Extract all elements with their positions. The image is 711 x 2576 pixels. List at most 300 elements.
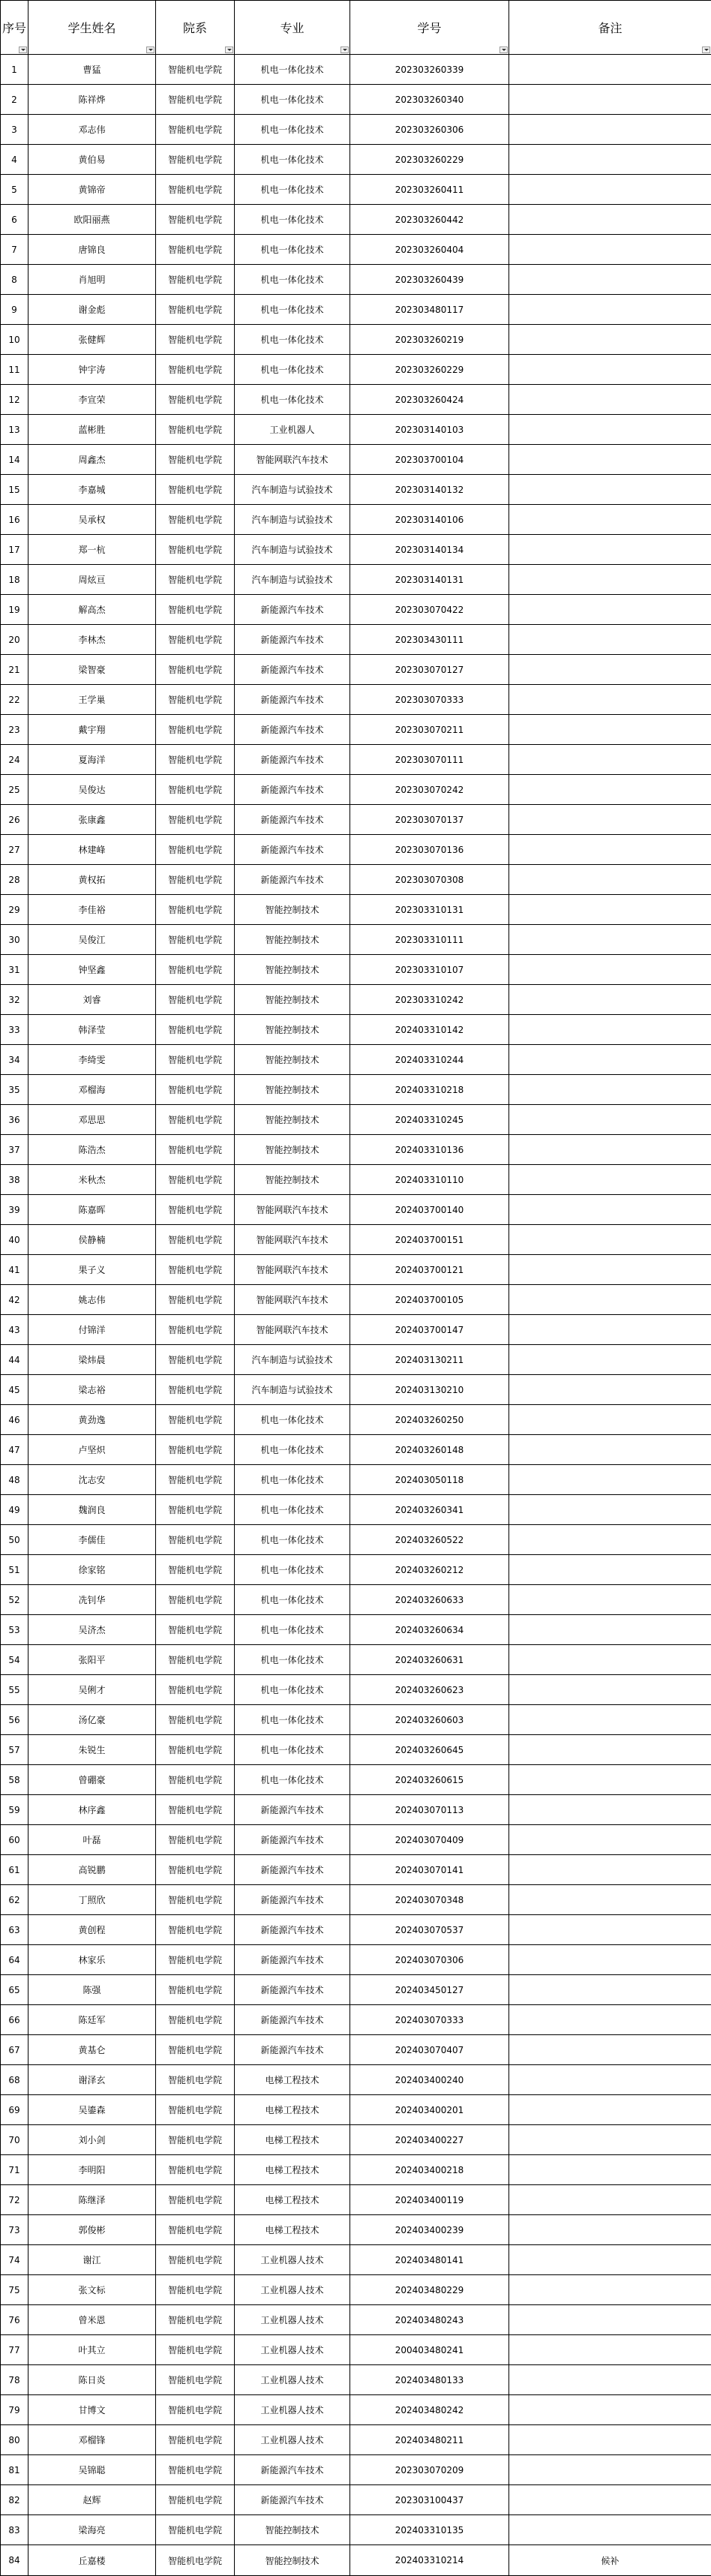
cell-index[interactable]: 46 [1, 1405, 28, 1435]
cell-index[interactable]: 14 [1, 445, 28, 475]
cell-major[interactable]: 电梯工程技术 [235, 2185, 350, 2215]
cell-student-name[interactable]: 林家乐 [28, 1945, 156, 1975]
cell-index[interactable]: 71 [1, 2155, 28, 2185]
cell-major[interactable]: 机电一体化技术 [235, 1765, 350, 1795]
cell-student-name[interactable]: 赵辉 [28, 2485, 156, 2515]
cell-department[interactable]: 智能机电学院 [156, 2215, 235, 2245]
cell-student-name[interactable]: 梁炜晨 [28, 1345, 156, 1375]
cell-index[interactable]: 73 [1, 2215, 28, 2245]
cell-student-name[interactable]: 吴俊江 [28, 925, 156, 955]
cell-index[interactable]: 70 [1, 2125, 28, 2155]
cell-remarks[interactable] [509, 1735, 711, 1765]
cell-student-name[interactable]: 陈浩杰 [28, 1135, 156, 1165]
cell-student-id[interactable]: 202403260645 [350, 1735, 509, 1765]
cell-student-id[interactable]: 202303100437 [350, 2485, 509, 2515]
cell-remarks[interactable] [509, 2305, 711, 2335]
cell-student-name[interactable]: 汤亿豪 [28, 1705, 156, 1735]
cell-index[interactable]: 59 [1, 1795, 28, 1825]
cell-major[interactable]: 新能源汽车技术 [235, 805, 350, 835]
cell-remarks[interactable] [509, 415, 711, 445]
cell-major[interactable]: 工业机器人 [235, 415, 350, 445]
cell-remarks[interactable] [509, 835, 711, 865]
cell-department[interactable]: 智能机电学院 [156, 1255, 235, 1285]
cell-department[interactable]: 智能机电学院 [156, 145, 235, 175]
cell-department[interactable]: 智能机电学院 [156, 1165, 235, 1195]
cell-remarks[interactable] [509, 2095, 711, 2125]
cell-remarks[interactable] [509, 2275, 711, 2305]
cell-student-name[interactable]: 郭俊彬 [28, 2215, 156, 2245]
cell-remarks[interactable] [509, 2035, 711, 2065]
cell-major[interactable]: 工业机器人技术 [235, 2335, 350, 2365]
cell-index[interactable]: 11 [1, 355, 28, 385]
cell-major[interactable]: 新能源汽车技术 [235, 2455, 350, 2485]
cell-index[interactable]: 25 [1, 775, 28, 805]
cell-student-id[interactable]: 202403480242 [350, 2395, 509, 2425]
cell-major[interactable]: 新能源汽车技术 [235, 1975, 350, 2005]
cell-remarks[interactable] [509, 1285, 711, 1315]
cell-major[interactable]: 汽车制造与试验技术 [235, 505, 350, 535]
cell-student-id[interactable]: 202403480229 [350, 2275, 509, 2305]
cell-department[interactable]: 智能机电学院 [156, 1465, 235, 1495]
cell-remarks[interactable] [509, 1345, 711, 1375]
cell-student-id[interactable]: 202303310242 [350, 985, 509, 1015]
cell-major[interactable]: 电梯工程技术 [235, 2125, 350, 2155]
cell-remarks[interactable] [509, 1855, 711, 1885]
cell-index[interactable]: 77 [1, 2335, 28, 2365]
cell-student-name[interactable]: 朱锐生 [28, 1735, 156, 1765]
cell-remarks[interactable] [509, 2515, 711, 2545]
cell-department[interactable]: 智能机电学院 [156, 1525, 235, 1555]
cell-student-name[interactable]: 姚志伟 [28, 1285, 156, 1315]
cell-student-name[interactable]: 肖旭明 [28, 265, 156, 295]
cell-student-id[interactable]: 202303260442 [350, 205, 509, 235]
cell-student-name[interactable]: 张康鑫 [28, 805, 156, 835]
cell-major[interactable]: 智能网联汽车技术 [235, 1285, 350, 1315]
cell-index[interactable]: 39 [1, 1195, 28, 1225]
cell-index[interactable]: 65 [1, 1975, 28, 2005]
cell-student-id[interactable]: 202303260424 [350, 385, 509, 415]
cell-student-name[interactable]: 钟坚鑫 [28, 955, 156, 985]
cell-major[interactable]: 智能网联汽车技术 [235, 1255, 350, 1285]
cell-major[interactable]: 汽车制造与试验技术 [235, 1345, 350, 1375]
cell-major[interactable]: 智能控制技术 [235, 2545, 350, 2576]
cell-student-name[interactable]: 李林杰 [28, 625, 156, 655]
cell-major[interactable]: 机电一体化技术 [235, 1585, 350, 1615]
cell-student-name[interactable]: 邓榴海 [28, 1075, 156, 1105]
cell-student-name[interactable]: 吴锦聪 [28, 2455, 156, 2485]
cell-index[interactable]: 10 [1, 325, 28, 355]
cell-department[interactable]: 智能机电学院 [156, 1795, 235, 1825]
cell-remarks[interactable] [509, 535, 711, 565]
cell-student-id[interactable]: 202403260250 [350, 1405, 509, 1435]
cell-index[interactable]: 22 [1, 685, 28, 715]
cell-remarks[interactable] [509, 475, 711, 505]
cell-department[interactable]: 智能机电学院 [156, 445, 235, 475]
cell-remarks[interactable] [509, 2125, 711, 2155]
cell-department[interactable]: 智能机电学院 [156, 1765, 235, 1795]
cell-major[interactable]: 智能控制技术 [235, 1015, 350, 1045]
cell-student-id[interactable]: 202403260341 [350, 1495, 509, 1525]
cell-student-id[interactable]: 202303070136 [350, 835, 509, 865]
cell-major[interactable]: 机电一体化技术 [235, 55, 350, 85]
cell-student-id[interactable]: 202403260631 [350, 1645, 509, 1675]
cell-index[interactable]: 72 [1, 2185, 28, 2215]
cell-remarks[interactable] [509, 1465, 711, 1495]
cell-department[interactable]: 智能机电学院 [156, 2275, 235, 2305]
cell-index[interactable]: 18 [1, 565, 28, 595]
cell-department[interactable]: 智能机电学院 [156, 2395, 235, 2425]
cell-index[interactable]: 29 [1, 895, 28, 925]
cell-student-id[interactable]: 202303140132 [350, 475, 509, 505]
cell-student-id[interactable]: 202403700140 [350, 1195, 509, 1225]
cell-major[interactable]: 机电一体化技术 [235, 1735, 350, 1765]
cell-student-id[interactable]: 202303070209 [350, 2455, 509, 2485]
cell-major[interactable]: 机电一体化技术 [235, 1495, 350, 1525]
column-header-student-name[interactable] [28, 1, 156, 55]
cell-index[interactable]: 57 [1, 1735, 28, 1765]
cell-index[interactable]: 67 [1, 2035, 28, 2065]
filter-dropdown-icon[interactable] [500, 47, 508, 53]
cell-index[interactable]: 43 [1, 1315, 28, 1345]
cell-major[interactable]: 工业机器人技术 [235, 2425, 350, 2455]
cell-index[interactable]: 20 [1, 625, 28, 655]
cell-department[interactable]: 智能机电学院 [156, 1135, 235, 1165]
cell-remarks[interactable] [509, 985, 711, 1015]
cell-student-id[interactable]: 202403130211 [350, 1345, 509, 1375]
cell-department[interactable]: 智能机电学院 [156, 1375, 235, 1405]
cell-remarks[interactable] [509, 205, 711, 235]
cell-student-name[interactable]: 吴承权 [28, 505, 156, 535]
cell-student-name[interactable]: 冼钊华 [28, 1585, 156, 1615]
cell-major[interactable]: 智能网联汽车技术 [235, 1225, 350, 1255]
cell-index[interactable]: 42 [1, 1285, 28, 1315]
cell-major[interactable]: 机电一体化技术 [235, 265, 350, 295]
cell-major[interactable]: 智能控制技术 [235, 955, 350, 985]
cell-remarks[interactable] [509, 2005, 711, 2035]
cell-student-name[interactable]: 韩泽莹 [28, 1015, 156, 1045]
cell-student-id[interactable]: 202403400218 [350, 2155, 509, 2185]
cell-student-id[interactable]: 202403310135 [350, 2515, 509, 2545]
cell-major[interactable]: 智能控制技术 [235, 1075, 350, 1105]
cell-major[interactable]: 新能源汽车技术 [235, 2485, 350, 2515]
cell-remarks[interactable] [509, 1975, 711, 2005]
cell-department[interactable]: 智能机电学院 [156, 1705, 235, 1735]
cell-department[interactable]: 智能机电学院 [156, 2335, 235, 2365]
cell-student-id[interactable]: 202403400240 [350, 2065, 509, 2095]
cell-department[interactable]: 智能机电学院 [156, 235, 235, 265]
cell-student-id[interactable]: 202303260306 [350, 115, 509, 145]
cell-student-name[interactable]: 谢泽玄 [28, 2065, 156, 2095]
cell-department[interactable]: 智能机电学院 [156, 1645, 235, 1675]
cell-student-id[interactable]: 202303070127 [350, 655, 509, 685]
cell-remarks[interactable] [509, 1135, 711, 1165]
cell-index[interactable]: 12 [1, 385, 28, 415]
cell-student-id[interactable]: 202403400239 [350, 2215, 509, 2245]
cell-department[interactable]: 智能机电学院 [156, 355, 235, 385]
cell-remarks[interactable] [509, 715, 711, 745]
cell-student-id[interactable]: 202303140134 [350, 535, 509, 565]
cell-major[interactable]: 工业机器人技术 [235, 2275, 350, 2305]
cell-index[interactable]: 40 [1, 1225, 28, 1255]
cell-remarks[interactable] [509, 2455, 711, 2485]
cell-student-name[interactable]: 戴宇翔 [28, 715, 156, 745]
cell-major[interactable]: 机电一体化技术 [235, 85, 350, 115]
cell-student-id[interactable]: 202403310214 [350, 2545, 509, 2576]
cell-index[interactable]: 66 [1, 2005, 28, 2035]
cell-index[interactable]: 76 [1, 2305, 28, 2335]
cell-student-name[interactable]: 丁照欣 [28, 1885, 156, 1915]
cell-department[interactable]: 智能机电学院 [156, 625, 235, 655]
cell-student-name[interactable]: 曾硼豪 [28, 1765, 156, 1795]
cell-index[interactable]: 45 [1, 1375, 28, 1405]
cell-student-id[interactable]: 202303260219 [350, 325, 509, 355]
cell-remarks[interactable] [509, 1225, 711, 1255]
cell-remarks[interactable] [509, 2365, 711, 2395]
cell-index[interactable]: 1 [1, 55, 28, 85]
cell-student-name[interactable]: 徐家铭 [28, 1555, 156, 1585]
cell-department[interactable]: 智能机电学院 [156, 1945, 235, 1975]
cell-student-id[interactable]: 202303070308 [350, 865, 509, 895]
cell-index[interactable]: 31 [1, 955, 28, 985]
cell-index[interactable]: 50 [1, 1525, 28, 1555]
cell-remarks[interactable] [509, 145, 711, 175]
cell-student-name[interactable]: 陈强 [28, 1975, 156, 2005]
cell-remarks[interactable] [509, 1495, 711, 1525]
cell-student-id[interactable]: 202303260229 [350, 145, 509, 175]
cell-student-name[interactable]: 张文标 [28, 2275, 156, 2305]
cell-index[interactable]: 78 [1, 2365, 28, 2395]
cell-major[interactable]: 汽车制造与试验技术 [235, 565, 350, 595]
cell-remarks[interactable] [509, 115, 711, 145]
cell-index[interactable]: 24 [1, 745, 28, 775]
cell-major[interactable]: 机电一体化技术 [235, 1465, 350, 1495]
cell-remarks[interactable] [509, 85, 711, 115]
cell-major[interactable]: 新能源汽车技术 [235, 595, 350, 625]
cell-student-id[interactable]: 202303700104 [350, 445, 509, 475]
cell-student-id[interactable]: 202403310136 [350, 1135, 509, 1165]
cell-student-id[interactable]: 202303260339 [350, 55, 509, 85]
cell-student-name[interactable]: 黄伯易 [28, 145, 156, 175]
cell-remarks[interactable] [509, 1945, 711, 1975]
cell-department[interactable]: 智能机电学院 [156, 955, 235, 985]
cell-student-id[interactable]: 202303310107 [350, 955, 509, 985]
cell-department[interactable]: 智能机电学院 [156, 1615, 235, 1645]
cell-student-name[interactable]: 邓榴锋 [28, 2425, 156, 2455]
cell-student-name[interactable]: 吴鎏森 [28, 2095, 156, 2125]
cell-student-id[interactable]: 202403400119 [350, 2185, 509, 2215]
cell-index[interactable]: 56 [1, 1705, 28, 1735]
cell-major[interactable]: 机电一体化技术 [235, 295, 350, 325]
cell-index[interactable]: 63 [1, 1915, 28, 1945]
cell-index[interactable]: 61 [1, 1855, 28, 1885]
cell-student-name[interactable]: 邓思思 [28, 1105, 156, 1135]
column-header-department[interactable] [156, 1, 235, 55]
cell-student-name[interactable]: 卢坚炽 [28, 1435, 156, 1465]
cell-student-name[interactable]: 丘嘉楼 [28, 2545, 156, 2576]
cell-department[interactable]: 智能机电学院 [156, 2455, 235, 2485]
cell-student-id[interactable]: 202403260633 [350, 1585, 509, 1615]
cell-student-id[interactable]: 202403130210 [350, 1375, 509, 1405]
cell-index[interactable]: 58 [1, 1765, 28, 1795]
cell-department[interactable]: 智能机电学院 [156, 2485, 235, 2515]
cell-department[interactable]: 智能机电学院 [156, 2095, 235, 2125]
cell-remarks[interactable] [509, 55, 711, 85]
cell-department[interactable]: 智能机电学院 [156, 1345, 235, 1375]
cell-remarks[interactable] [509, 265, 711, 295]
filter-dropdown-icon[interactable] [225, 47, 233, 53]
cell-department[interactable]: 智能机电学院 [156, 2185, 235, 2215]
cell-index[interactable]: 35 [1, 1075, 28, 1105]
cell-student-id[interactable]: 202303430111 [350, 625, 509, 655]
cell-student-id[interactable]: 200403480241 [350, 2335, 509, 2365]
cell-remarks[interactable] [509, 925, 711, 955]
cell-student-id[interactable]: 202403260623 [350, 1675, 509, 1705]
cell-department[interactable]: 智能机电学院 [156, 475, 235, 505]
cell-student-name[interactable]: 沈志安 [28, 1465, 156, 1495]
cell-student-id[interactable]: 202303070211 [350, 715, 509, 745]
cell-remarks[interactable] [509, 1255, 711, 1285]
cell-remarks[interactable] [509, 2395, 711, 2425]
cell-major[interactable]: 机电一体化技术 [235, 205, 350, 235]
cell-department[interactable]: 智能机电学院 [156, 2365, 235, 2395]
cell-remarks[interactable] [509, 175, 711, 205]
cell-remarks[interactable] [509, 2065, 711, 2095]
cell-remarks[interactable] [509, 865, 711, 895]
cell-index[interactable]: 83 [1, 2515, 28, 2545]
cell-student-id[interactable]: 202403260148 [350, 1435, 509, 1465]
cell-student-name[interactable]: 林序鑫 [28, 1795, 156, 1825]
cell-student-id[interactable]: 202403260634 [350, 1615, 509, 1645]
cell-department[interactable]: 智能机电学院 [156, 835, 235, 865]
cell-major[interactable]: 新能源汽车技术 [235, 1855, 350, 1885]
cell-student-name[interactable]: 李宣荣 [28, 385, 156, 415]
cell-major[interactable]: 智能控制技术 [235, 985, 350, 1015]
cell-index[interactable]: 7 [1, 235, 28, 265]
cell-department[interactable]: 智能机电学院 [156, 1315, 235, 1345]
cell-department[interactable]: 智能机电学院 [156, 985, 235, 1015]
cell-department[interactable]: 智能机电学院 [156, 2065, 235, 2095]
cell-department[interactable]: 智能机电学院 [156, 595, 235, 625]
cell-index[interactable]: 37 [1, 1135, 28, 1165]
cell-index[interactable]: 60 [1, 1825, 28, 1855]
cell-major[interactable]: 智能控制技术 [235, 1165, 350, 1195]
cell-index[interactable]: 13 [1, 415, 28, 445]
cell-department[interactable]: 智能机电学院 [156, 115, 235, 145]
cell-major[interactable]: 机电一体化技术 [235, 115, 350, 145]
cell-index[interactable]: 6 [1, 205, 28, 235]
cell-student-name[interactable]: 黄创程 [28, 1915, 156, 1945]
cell-index[interactable]: 21 [1, 655, 28, 685]
cell-department[interactable]: 智能机电学院 [156, 385, 235, 415]
cell-student-id[interactable]: 202403400227 [350, 2125, 509, 2155]
cell-remarks[interactable] [509, 1645, 711, 1675]
cell-remarks[interactable] [509, 805, 711, 835]
cell-department[interactable]: 智能机电学院 [156, 2425, 235, 2455]
cell-student-name[interactable]: 陈日炎 [28, 2365, 156, 2395]
column-header-remarks[interactable] [509, 1, 711, 55]
cell-remarks[interactable] [509, 1615, 711, 1645]
cell-student-id[interactable]: 202403310244 [350, 1045, 509, 1075]
cell-department[interactable]: 智能机电学院 [156, 2035, 235, 2065]
cell-index[interactable]: 19 [1, 595, 28, 625]
cell-student-name[interactable]: 李佳裕 [28, 895, 156, 925]
cell-remarks[interactable] [509, 1885, 711, 1915]
cell-major[interactable]: 新能源汽车技术 [235, 655, 350, 685]
cell-student-name[interactable]: 刘睿 [28, 985, 156, 1015]
cell-department[interactable]: 智能机电学院 [156, 2515, 235, 2545]
cell-student-id[interactable]: 202403700121 [350, 1255, 509, 1285]
cell-student-name[interactable]: 刘小剑 [28, 2125, 156, 2155]
cell-major[interactable]: 机电一体化技术 [235, 1555, 350, 1585]
cell-department[interactable]: 智能机电学院 [156, 1285, 235, 1315]
cell-student-id[interactable]: 202303140103 [350, 415, 509, 445]
cell-major[interactable]: 机电一体化技术 [235, 1705, 350, 1735]
cell-major[interactable]: 新能源汽车技术 [235, 1825, 350, 1855]
cell-index[interactable]: 82 [1, 2485, 28, 2515]
cell-major[interactable]: 机电一体化技术 [235, 385, 350, 415]
cell-department[interactable]: 智能机电学院 [156, 1855, 235, 1885]
cell-student-id[interactable]: 202303480117 [350, 295, 509, 325]
cell-student-name[interactable]: 侯静楠 [28, 1225, 156, 1255]
cell-student-id[interactable]: 202403050118 [350, 1465, 509, 1495]
cell-major[interactable]: 新能源汽车技术 [235, 1915, 350, 1945]
cell-student-name[interactable]: 欧阳丽燕 [28, 205, 156, 235]
cell-remarks[interactable] [509, 2155, 711, 2185]
cell-student-name[interactable]: 李绮雯 [28, 1045, 156, 1075]
cell-remarks[interactable] [509, 1525, 711, 1555]
filter-dropdown-icon[interactable] [19, 47, 27, 53]
cell-student-id[interactable]: 202303260404 [350, 235, 509, 265]
cell-index[interactable]: 84 [1, 2545, 28, 2576]
cell-major[interactable]: 机电一体化技术 [235, 1435, 350, 1465]
cell-major[interactable]: 新能源汽车技术 [235, 685, 350, 715]
cell-student-id[interactable]: 202403700147 [350, 1315, 509, 1345]
cell-student-id[interactable]: 202403070113 [350, 1795, 509, 1825]
cell-remarks[interactable] [509, 1825, 711, 1855]
cell-department[interactable]: 智能机电学院 [156, 565, 235, 595]
cell-remarks[interactable] [509, 685, 711, 715]
cell-remarks[interactable] [509, 565, 711, 595]
cell-department[interactable]: 智能机电学院 [156, 2155, 235, 2185]
cell-index[interactable]: 44 [1, 1345, 28, 1375]
cell-major[interactable]: 新能源汽车技术 [235, 625, 350, 655]
cell-index[interactable]: 5 [1, 175, 28, 205]
cell-department[interactable]: 智能机电学院 [156, 205, 235, 235]
cell-remarks[interactable] [509, 2185, 711, 2215]
cell-major[interactable]: 电梯工程技术 [235, 2095, 350, 2125]
cell-major[interactable]: 新能源汽车技术 [235, 1945, 350, 1975]
cell-student-id[interactable]: 202403260212 [350, 1555, 509, 1585]
cell-major[interactable]: 智能网联汽车技术 [235, 1315, 350, 1345]
cell-index[interactable]: 23 [1, 715, 28, 745]
cell-student-name[interactable]: 唐锦良 [28, 235, 156, 265]
cell-major[interactable]: 机电一体化技术 [235, 1615, 350, 1645]
cell-index[interactable]: 28 [1, 865, 28, 895]
cell-remarks[interactable] [509, 1315, 711, 1345]
cell-index[interactable]: 75 [1, 2275, 28, 2305]
cell-department[interactable]: 智能机电学院 [156, 2125, 235, 2155]
cell-student-name[interactable]: 林建峰 [28, 835, 156, 865]
cell-major[interactable]: 机电一体化技术 [235, 325, 350, 355]
cell-student-name[interactable]: 周炫亘 [28, 565, 156, 595]
cell-major[interactable]: 电梯工程技术 [235, 2215, 350, 2245]
cell-department[interactable]: 智能机电学院 [156, 1405, 235, 1435]
cell-student-id[interactable]: 202403070409 [350, 1825, 509, 1855]
cell-major[interactable]: 机电一体化技术 [235, 1405, 350, 1435]
cell-student-id[interactable]: 202403400201 [350, 2095, 509, 2125]
filter-dropdown-icon[interactable] [702, 47, 710, 53]
cell-student-id[interactable]: 202403310218 [350, 1075, 509, 1105]
